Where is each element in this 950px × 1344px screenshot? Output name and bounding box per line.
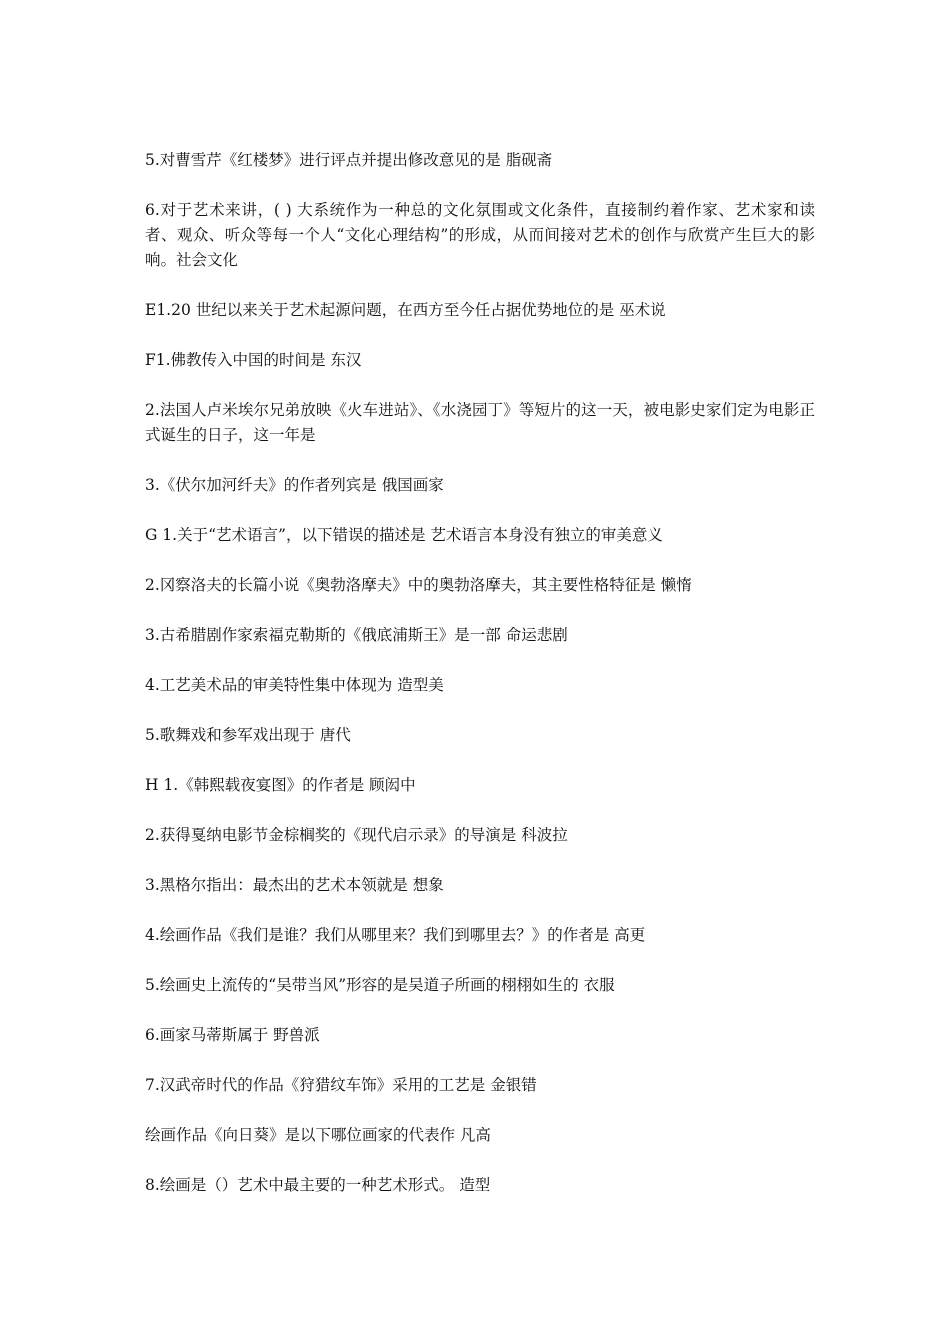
paragraph: G 1.关于“艺术语言”，以下错误的描述是 艺术语言本身没有独立的审美意义 xyxy=(145,526,663,544)
paragraph: 7.汉武帝时代的作品《狩猎纹车饰》采用的工艺是 金银错 xyxy=(145,1076,537,1094)
paragraph: H 1.《韩熙载夜宴图》的作者是 顾闳中 xyxy=(145,776,416,794)
paragraph: 4.工艺美术品的审美特性集中体现为 造型美 xyxy=(145,676,444,694)
paragraph: 2.法国人卢米埃尔兄弟放映《火车进站》、《水浇园丁》等短片的这一天，被电影史家们定为电影正式诞生的日子，这一年是 xyxy=(145,401,815,444)
paragraph: 3.黑格尔指出：最杰出的艺术本领就是 想象 xyxy=(145,876,444,894)
paragraph: 8.绘画是（）艺术中最主要的一种艺术形式。 造型 xyxy=(145,1176,491,1194)
document-body xyxy=(145,148,815,1223)
paragraph: 2.冈察洛夫的长篇小说《奥勃洛摩夫》中的奥勃洛摩夫，其主要性格特征是 懒惰 xyxy=(145,576,692,594)
paragraph: 2.获得戛纳电影节金棕榈奖的《现代启示录》的导演是 科波拉 xyxy=(145,826,568,844)
paragraph: 5.歌舞戏和参军戏出现于 唐代 xyxy=(145,726,351,744)
paragraph: 4.绘画作品《我们是谁？我们从哪里来？我们到哪里去？》的作者是 高更 xyxy=(145,926,646,944)
paragraph: 绘画作品《向日葵》是以下哪位画家的代表作 凡高 xyxy=(145,1126,491,1144)
paragraph: 3.古希腊剧作家索福克勒斯的《俄底浦斯王》是一部 命运悲剧 xyxy=(145,626,568,644)
paragraph: 5.对曹雪芹《红楼梦》进行评点并提出修改意见的是 脂砚斋 xyxy=(145,151,553,169)
paragraph: F1.佛教传入中国的时间是 东汉 xyxy=(145,351,362,369)
paragraph: 6.画家马蒂斯属于 野兽派 xyxy=(145,1026,320,1044)
paragraph: 6.对于艺术来讲，( ) 大系统作为一种总的文化氛围或文化条件，直接制约着作家、艺术家和读者、观众、听众等每一个人“文化心理结构”的形成，从而间接对艺术的创作与欣赏产生巨大的影响。社会文化 xyxy=(145,201,815,269)
paragraph: E1.20 世纪以来关于艺术起源问题，在西方至今任占据优势地位的是 巫术说 xyxy=(145,301,666,319)
paragraph: 5.绘画史上流传的“吴带当风”形容的是吴道子所画的栩栩如生的 衣服 xyxy=(145,976,615,994)
paragraph: 3.《伏尔加河纤夫》的作者列宾是 俄国画家 xyxy=(145,476,444,494)
